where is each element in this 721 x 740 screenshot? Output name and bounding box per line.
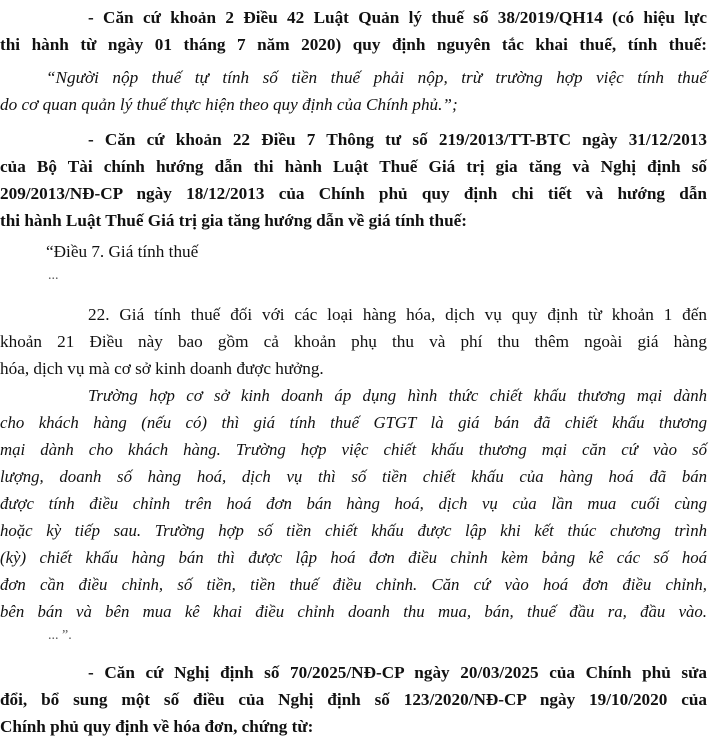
article-heading: “Điều 7. Giá tính thuế xyxy=(46,242,199,261)
legal-basis-paragraph-1 xyxy=(0,4,707,58)
omission-ellipsis: ... xyxy=(48,268,59,283)
text-line: lượng, doanh số hàng hoá, dịch vụ thì số tiền chiết khấu của hàng hoá đã bán xyxy=(0,467,707,486)
clause-22-paragraph xyxy=(0,301,707,382)
text-line: do cơ quan quản lý thuế thực hiện theo quy định của Chính phủ.”; xyxy=(0,95,458,114)
trade-discount-paragraph xyxy=(0,382,707,625)
quote-heading xyxy=(46,238,707,265)
text-line: hóa, dịch vụ mà cơ sở kinh doanh được hưởng. xyxy=(0,359,324,378)
text-line: thi hành Luật Thuế Giá trị gia tăng hướng dẫn về giá tính thuế: xyxy=(0,211,467,230)
text-line: (kỳ) chiết khấu hàng bán thì được lập hoá đơn điều chỉnh kèm bảng kê các số hoá xyxy=(0,548,707,567)
legal-basis-paragraph-3 xyxy=(0,659,707,740)
omission-ellipsis-close-quote: ... ”. xyxy=(48,628,72,643)
text-line: 209/2013/NĐ-CP ngày 18/12/2013 của Chính phủ quy định chi tiết và hướng dẫn xyxy=(0,184,707,203)
text-line: 22. Giá tính thuế đối với các loại hàng hóa, dịch vụ quy định từ khoản 1 đến xyxy=(88,305,707,324)
text-line: đổi, bổ sung một số điều của Nghị định số 123/2020/NĐ-CP ngày 19/10/2020 của xyxy=(0,690,707,709)
text-line: đơn cần điều chỉnh, số tiền, tiền thuế điều chỉnh. Căn cứ vào hoá đơn điều chỉnh, xyxy=(0,575,707,594)
text-line: được tính điều chỉnh trên hoá đơn bán hàng hoá, dịch vụ của lần mua cuối cùng xyxy=(0,494,707,513)
text-line: - Căn cứ khoản 22 Điều 7 Thông tư số 219/2013/TT-BTC ngày 31/12/2013 xyxy=(88,130,707,149)
text-line: bên bán và bên mua kê khai điều chỉnh doanh thu mua, bán, thuế đầu ra, đầu vào. xyxy=(0,602,707,621)
text-line: thi hành từ ngày 01 tháng 7 năm 2020) quy định nguyên tắc khai thuế, tính thuế: xyxy=(0,35,707,54)
quote-paragraph-1 xyxy=(0,64,707,118)
text-line: - Căn cứ khoản 2 Điều 42 Luật Quản lý thuế số 38/2019/QH14 (có hiệu lực xyxy=(88,8,707,27)
text-line: của Bộ Tài chính hướng dẫn thi hành Luật Thuế Giá trị gia tăng và Nghị định số xyxy=(0,157,707,176)
text-line: Chính phủ quy định về hóa đơn, chứng từ: xyxy=(0,717,314,736)
text-line: Trường hợp cơ sở kinh doanh áp dụng hình thức chiết khấu thương mại dành xyxy=(88,386,707,405)
legal-basis-paragraph-2 xyxy=(0,126,707,234)
text-line: khoản 21 Điều này bao gồm cả khoản phụ thu và phí thu thêm ngoài giá hàng xyxy=(0,332,707,351)
text-line: “Người nộp thuế tự tính số tiền thuế phải nộp, trừ trường hợp việc tính thuế xyxy=(46,68,707,87)
text-line: - Căn cứ Nghị định số 70/2025/NĐ-CP ngày 20/03/2025 của Chính phủ sửa xyxy=(88,663,707,682)
text-line: mại dành cho khách hàng. Trường hợp việc chiết khấu thương mại căn cứ vào số xyxy=(0,440,707,459)
text-line: cho khách hàng (nếu có) thì giá tính thuế GTGT là giá bán đã chiết khấu thương xyxy=(0,413,707,432)
text-line: hoặc kỳ tiếp sau. Trường hợp số tiền chiết khấu được lập khi kết thúc chương trình xyxy=(0,521,707,540)
